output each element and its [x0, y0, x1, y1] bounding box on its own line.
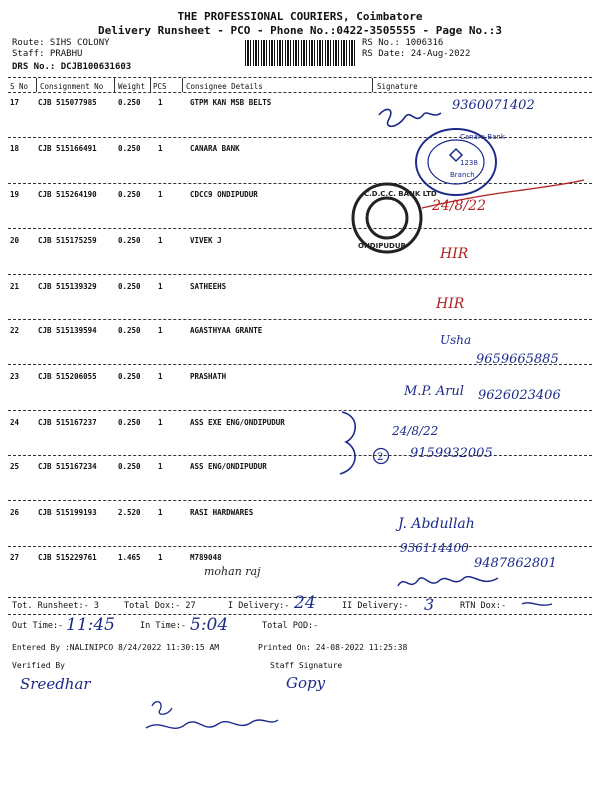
hw-phone-17: 9360071402 [452, 98, 535, 113]
hw-phone-26: 936114400 [400, 541, 469, 555]
row-divider [8, 455, 592, 456]
barcode [245, 40, 355, 66]
hw-in-time: 5:04 [190, 615, 229, 635]
route-label: Route: SIHS COLONY [12, 38, 110, 48]
i-delivery-label: I Delivery:- [228, 601, 290, 611]
row-weight: 0.250 [118, 144, 141, 153]
row-pcs: 1 [158, 144, 163, 153]
printed-on: Printed On: 24-08-2022 11:25:38 [258, 643, 408, 652]
circled-mark-24 [372, 447, 390, 465]
ii-delivery-label: II Delivery:- [342, 601, 409, 611]
row-weight: 1.465 [118, 553, 141, 562]
row-consignee: CANARA BANK [190, 144, 240, 153]
row-consignee: PRASHATH [190, 372, 227, 381]
col-sno: S No [10, 82, 29, 91]
hw-verified-signature: Sreedhar [20, 675, 91, 693]
cdcc-stamp-bottom: ONDIPUDUR [358, 242, 406, 250]
row-consignment-no: CJB 515199193 [38, 508, 97, 517]
col-consignee: Consignee Details [186, 82, 263, 91]
row-sno: 17 [10, 98, 20, 107]
row-sno: 18 [10, 144, 20, 153]
row-consignee: CDCC9 ONDIPUDUR [190, 190, 258, 199]
row-consignment-no: CJB 515167234 [38, 462, 97, 471]
col-pcs: PCS [153, 82, 167, 91]
hw-staff-signature: Gopy [286, 674, 326, 692]
row-handwritten-note: mohan raj [204, 565, 261, 578]
col-signature: Signature [377, 82, 418, 91]
row-pcs: 1 [158, 372, 163, 381]
row-weight: 0.250 [118, 372, 141, 381]
entered-by: Entered By :NALINIPCO 8/24/2022 11:30:15 AM [12, 643, 220, 652]
row-consignee: ASS ENG/ONDIPUDUR [190, 462, 267, 471]
row-consignment-no: CJB 515077985 [38, 98, 97, 107]
rtn-dox-dash [520, 598, 554, 612]
staff-label: Staff: PRABHU [12, 49, 83, 59]
row-pcs: 1 [158, 326, 163, 335]
row-divider [8, 319, 592, 320]
row-weight: 0.250 [118, 462, 141, 471]
col-divider [150, 78, 151, 92]
row-consignee: RASI HARDWARES [190, 508, 254, 517]
row-sno: 23 [10, 372, 20, 381]
hw-circle-24: 2 [377, 452, 384, 463]
row-sno: 22 [10, 326, 20, 335]
row-consignee: VIVEK J [190, 236, 222, 245]
hw-name-22: Usha [440, 333, 472, 347]
row-consignee: AGASTHYAA GRANTE [190, 326, 263, 335]
hw-phone-23: 9626023406 [478, 388, 561, 403]
row-pcs: 1 [158, 236, 163, 245]
hw-hir-21: HIR [436, 296, 465, 312]
total-pod-label: Total POD:- [262, 621, 319, 631]
row-sno: 24 [10, 418, 20, 427]
row-sno: 27 [10, 553, 20, 562]
total-dox: Total Dox:- 27 [124, 601, 196, 611]
col-weight: Weight [118, 82, 146, 91]
hw-date-24: 24/8/22 [392, 424, 439, 438]
row-sno: 19 [10, 190, 20, 199]
signature-scribble-17 [375, 105, 445, 135]
hw-out-time: 11:45 [66, 615, 115, 635]
cdcc-bank-stamp [350, 182, 437, 254]
col-divider [114, 78, 115, 92]
row-sno: 21 [10, 282, 20, 291]
company-title: THE PROFESSIONAL COURIERS, Coimbatore [177, 10, 423, 23]
row-divider [8, 546, 592, 547]
col-divider [182, 78, 183, 92]
row-divider [8, 274, 592, 275]
signature-scribble-27 [394, 568, 504, 594]
row-consignee: M789048 [190, 553, 222, 562]
row-divider [8, 500, 592, 501]
hw-i-delivery: 24 [294, 593, 316, 613]
col-divider [372, 78, 373, 92]
hw-date-19: 24/8/22 [432, 198, 486, 214]
hw-phone-27: 9487862801 [474, 556, 557, 571]
tot-runsheet: Tot. Runsheet:- 3 [12, 601, 99, 611]
rtn-dox-label: RTN Dox:- [460, 601, 507, 611]
row-weight: 0.250 [118, 190, 141, 199]
row-weight: 0.250 [118, 326, 141, 335]
row-pcs: 1 [158, 418, 163, 427]
hw-hir-20: HIR [440, 246, 469, 262]
row-pcs: 1 [158, 98, 163, 107]
row-consignment-no: CJB 515167237 [38, 418, 97, 427]
row-consignment-no: CJB 515175259 [38, 236, 97, 245]
hw-phone-22: 9659665885 [476, 352, 559, 367]
hw-ii-delivery: 3 [424, 595, 435, 614]
col-consignment: Consignment No [40, 82, 104, 91]
table-header-rule [8, 92, 592, 93]
row-divider [8, 228, 592, 229]
row-weight: 0.250 [118, 418, 141, 427]
out-time-label: Out Time:- [12, 621, 64, 631]
col-divider [36, 78, 37, 92]
runsheet-subtitle: Delivery Runsheet - PCO - Phone No.:0422-3505555 - Page No.:3 [98, 24, 502, 37]
row-sno: 26 [10, 508, 20, 517]
row-consignment-no: CJB 515229761 [38, 553, 97, 562]
rs-date: RS Date: 24-Aug-2022 [362, 49, 471, 59]
hw-phone-24: 9159932005 [410, 446, 493, 461]
row-weight: 2.520 [118, 508, 141, 517]
row-sno: 25 [10, 462, 20, 471]
row-weight: 0.250 [118, 282, 141, 291]
row-consignment-no: CJB 515206055 [38, 372, 97, 381]
row-weight: 0.250 [118, 236, 141, 245]
verified-by-label: Verified By [12, 661, 65, 670]
canara-stamp-code: 1238 [460, 159, 478, 167]
row-pcs: 1 [158, 553, 163, 562]
row-pcs: 1 [158, 282, 163, 291]
row-consignee: GTPM KAN MSB BELTS [190, 98, 272, 107]
row-pcs: 1 [158, 190, 163, 199]
canara-stamp-branch: Branch [450, 171, 475, 179]
row-pcs: 1 [158, 508, 163, 517]
row-divider [8, 410, 592, 411]
hw-name-23: M.P. Arul [404, 384, 464, 399]
row-consignment-no: CJB 515139594 [38, 326, 97, 335]
row-consignee: ASS EXE ENG/ONDIPUDUR [190, 418, 285, 427]
hw-name-26: J. Abdullah [398, 516, 475, 532]
row-consignment-no: CJB 515264190 [38, 190, 97, 199]
cdcc-stamp-text: C.D.C.C. BANK LTD [364, 190, 437, 198]
table-top-rule [8, 77, 592, 78]
drs-number: DRS No.: DCJB100631603 [12, 62, 132, 72]
canara-stamp-title: Canara Bank [460, 133, 505, 141]
staff-signature-label: Staff Signature [270, 661, 343, 670]
bottom-signature-scribble [142, 696, 282, 742]
in-time-label: In Time:- [140, 621, 187, 631]
bracket-mark-24 [334, 408, 364, 478]
row-pcs: 1 [158, 462, 163, 471]
row-consignment-no: CJB 515166491 [38, 144, 97, 153]
rs-number: RS No.: 1006316 [362, 38, 444, 48]
row-weight: 0.250 [118, 98, 141, 107]
row-consignee: SATHEEHS [190, 282, 227, 291]
row-consignment-no: CJB 515139329 [38, 282, 97, 291]
row-sno: 20 [10, 236, 20, 245]
